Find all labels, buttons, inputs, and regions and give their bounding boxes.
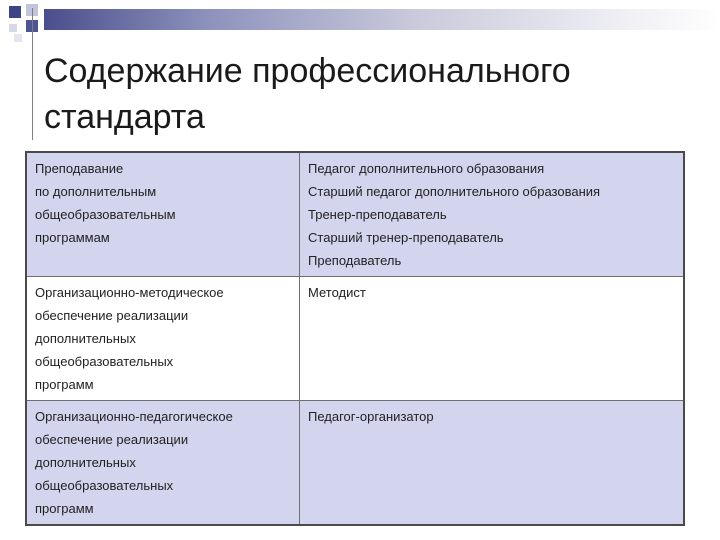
decorative-vertical-line (32, 8, 33, 140)
position-line: Тренер-преподаватель (308, 207, 447, 222)
cell-line: Преподавание (35, 161, 124, 176)
position-line: Методист (308, 285, 366, 300)
labor-function-cell (26, 152, 300, 277)
cell-line: программ (35, 501, 94, 516)
table-row (26, 277, 684, 401)
cell-line: обеспечение реализации (35, 432, 189, 447)
cell-line: Организационно-методическое (35, 285, 224, 300)
position-line: Педагог-организатор (308, 409, 434, 424)
position-line: Преподаватель (308, 253, 402, 268)
cell-line: по дополнительным (35, 184, 157, 199)
positions-cell (300, 277, 685, 401)
cell-line: дополнительных (35, 455, 136, 470)
cell-line: программам (35, 230, 110, 245)
decorative-square (9, 6, 21, 18)
position-line: Педагог дополнительного образования (308, 161, 545, 176)
decorative-square (14, 34, 22, 42)
table-row (26, 152, 684, 277)
slide-title: Содержание профессионального стандарта (44, 52, 571, 136)
cell-line: программ (35, 377, 94, 392)
positions-cell (300, 152, 685, 277)
cell-line: Организационно-педагогическое (35, 409, 233, 424)
labor-function-cell (26, 401, 300, 526)
labor-function-cell (26, 277, 300, 401)
decorative-top-bar (44, 9, 720, 30)
standard-table (25, 151, 685, 526)
cell-line: дополнительных (35, 331, 136, 346)
decorative-square (9, 24, 17, 32)
position-line: Старший тренер-преподаватель (308, 230, 504, 245)
cell-line: общеобразовательным (35, 207, 176, 222)
position-line: Старший педагог дополнительного образования (308, 184, 601, 199)
table-row (26, 401, 684, 526)
cell-line: общеобразовательных (35, 478, 174, 493)
cell-line: обеспечение реализации (35, 308, 189, 323)
positions-cell (300, 401, 685, 526)
cell-line: общеобразовательных (35, 354, 174, 369)
